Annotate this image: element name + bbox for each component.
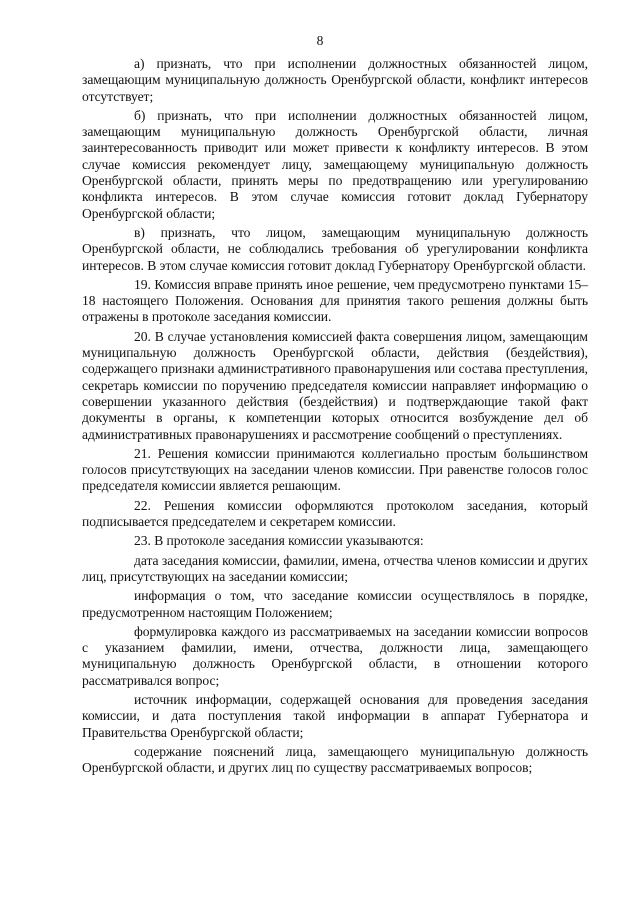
paragraph-clause-20: 20. В случае установления комиссией факта совершения лицом, замещающим муниципальную должность Оренбургской области, действия (бездействия), содержащего признаки административного правонарушения или состава преступления, секретарь комиссии по поручению председателя комиссии направляет информацию о совершении указанного действия (бездействия) и подтверждающие такой факт документы в органы, к компетенции которых относится возбуждение дел об административных правонарушениях и рассмотрение сообщений о преступлениях. — [82, 328, 588, 442]
document-body — [82, 56, 588, 776]
paragraph-clause-19: 19. Комиссия вправе принять иное решение, чем предусмотрено пунктами 15–18 настоящего Положения. Основания для принятия такого решения должны быть отражены в протоколе заседания комиссии. — [82, 276, 588, 325]
paragraph-protocol-item-source: источник информации, содержащей основания для проведения заседания комиссии, и дата поступления такой информации в аппарат Губернатора и Правительства Оренбургской области; — [82, 691, 588, 740]
paragraph-protocol-item-questions: формулировка каждого из рассматриваемых на заседании комиссии вопросов с указанием фамилии, имени, отчества, должности лица, замещающего муниципальную должность Оренбургской области, в отношении которого рассматривался вопрос; — [82, 623, 588, 688]
paragraph-decision-a: а) признать, что при исполнении должностных обязанностей лицом, замещающим муниципальную должность Оренбургской области, конфликт интересов отсутствует; — [82, 56, 588, 104]
paragraph-clause-22: 22. Решения комиссии оформляются протоколом заседания, который подписывается председателем и секретарем комиссии. — [82, 497, 588, 530]
paragraph-protocol-item-date: дата заседания комиссии, фамилии, имена, отчества членов комиссии и других лиц, присутствующих на заседании комиссии; — [82, 552, 588, 584]
paragraph-protocol-item-explanations: содержание пояснений лица, замещающего муниципальную должность Оренбургской области, и других лиц по существу рассматриваемых вопросов; — [82, 743, 588, 776]
paragraph-clause-23: 23. В протоколе заседания комиссии указываются: — [134, 533, 424, 549]
paragraph-protocol-item-procedure: информация о том, что заседание комиссии осуществлялось в порядке, предусмотренном настоящим Положением; — [82, 588, 588, 620]
page-number: 8 — [316, 33, 324, 48]
paragraph-decision-v: в) признать, что лицом, замещающим муниципальную должность Оренбургской области, не соблюдались требования об урегулировании конфликта интересов. В этом случае комиссия готовит доклад Губернатору Оренбургской области. — [82, 224, 588, 273]
paragraph-decision-b: б) признать, что при исполнении должностных обязанностей лицом, замещающим муниципальную должность Оренбургской области, личная заинтересованность приводит или может привести к конфликту интересов. В этом случае комиссия рекомендует лицу, замещающему муниципальную должность Оренбургской области, принять меры по предотвращению или урегулированию конфликта интересов. В этом случае комиссия готовит доклад Губернатору Оренбургской области; — [82, 107, 588, 221]
paragraph-clause-21: 21. Решения комиссии принимаются коллегиально простым большинством голосов присутствующих на заседании членов комиссии. При равенстве голосов голос председателя комиссии является решающим. — [82, 445, 588, 494]
